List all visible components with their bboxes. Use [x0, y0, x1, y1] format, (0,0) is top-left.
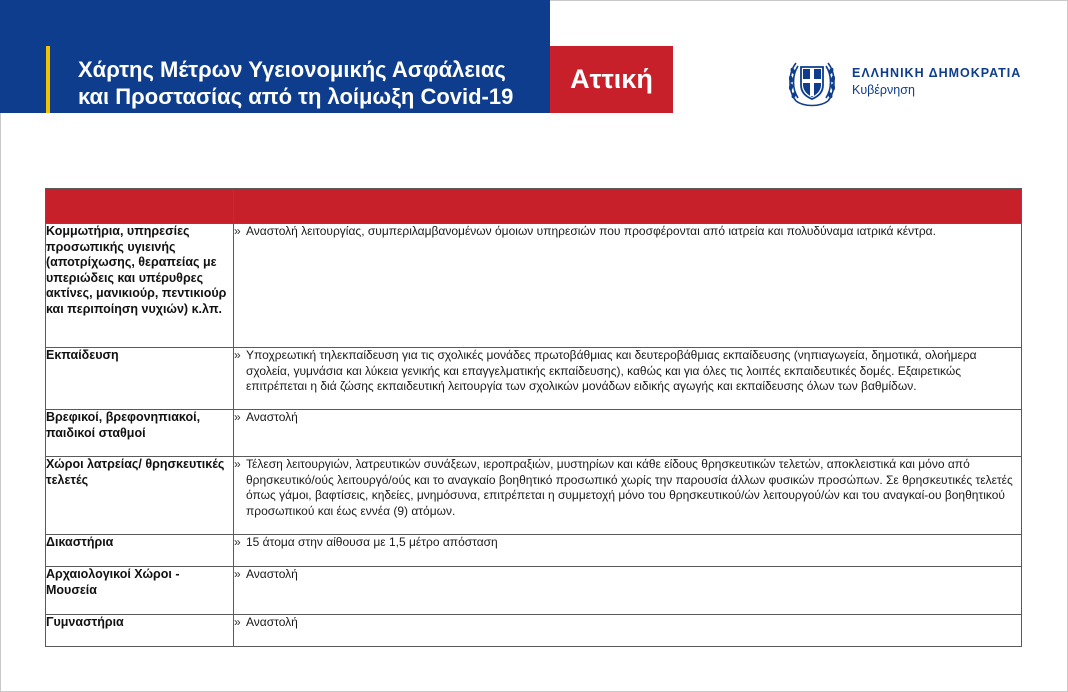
row-measure: [234, 348, 1022, 410]
title-line-1: Χάρτης Μέτρων Υγειονομικής Ασφάλειας: [78, 57, 506, 82]
row-category: Εκπαίδευση: [46, 348, 234, 410]
title-line-2: και Προστασίας από τη λοίμωξη Covid-19: [78, 84, 514, 109]
row-category: Δικαστήρια: [46, 535, 234, 567]
measure-text: Αναστολή: [246, 410, 298, 424]
bullet-icon: »: [234, 457, 241, 471]
row-category: Κομμωτήρια, υπηρεσίες προσωπικής υγιεινής (αποτρίχωσης, θεραπείας με υπεριώδεις και υπέρυθρες ακτίνες, μανικιούρ, πεντικιούρ και περιποίηση νυχιών) κ.λπ.: [46, 224, 234, 348]
measures-table: [45, 188, 1022, 647]
header-cell-measure: [234, 189, 1022, 224]
bullet-icon: »: [234, 535, 241, 549]
measure-text: Τέλεση λειτουργιών, λατρευτικών συνάξεων, ιεροπραξιών, μυστηρίων και κάθε είδους θρησκευτικών τελετών, αποκλειστικά και μόνο από θρησκευτικό/ούς λειτουργό/ούς και το αναγκαίο βοηθητικό προσωπικό χωρίς την παρουσία άλλων φυσικών προσώπων. Σε θρησκευτικές τελετές όπως γάμοι, βαφτίσεις, κηδείες, μνημόσυνα, επιτρέπεται η συμμετοχή μόνο του θρησκευτικού/ών λειτουργού/ών και του αναγκαί-ου βοηθητικού προσωπικού και έως εννέα (9) ατόμων.: [246, 457, 1013, 518]
row-measure: [234, 457, 1022, 535]
bullet-icon: »: [234, 348, 241, 362]
table-row: [46, 348, 1022, 410]
table-row: [46, 410, 1022, 457]
bullet-icon: »: [234, 615, 241, 629]
bullet-icon: »: [234, 567, 241, 581]
government-subtitle: Κυβέρνηση: [852, 83, 915, 97]
accent-stripe: [46, 46, 50, 113]
row-category: Βρεφικοί, βρεφονηπιακοί, παιδικοί σταθμοί: [46, 410, 234, 457]
table-row: [46, 615, 1022, 647]
government-name: ΕΛΛΗΝΙΚΗ ΔΗΜΟΚΡΑΤΙΑ: [852, 66, 1022, 80]
table-row: [46, 535, 1022, 567]
row-measure: [234, 224, 1022, 348]
measure-text: Υποχρεωτική τηλεκπαίδευση για τις σχολικές μονάδες πρωτοβάθμιας και δευτεροβάθμιας εκπαίδευσης (νηπιαγωγεία, δημοτικά, ολοήμερα σχολεία, γυμνάσια και λύκεια γενικής και επαγγελματικής εκπαίδευσης), καθώς και για όλες τις λοιπές εκπαιδευτικές δομές. Εξαιρετικώς επιτρέπεται η διά ζώσης εκπαιδευτική λειτουργία των σχολικών μονάδων ειδικής αγωγής και εκπαίδευσης όλων των βαθμίδων.: [246, 348, 977, 393]
row-measure: [234, 535, 1022, 567]
table-row: [46, 457, 1022, 535]
table-header-row: [46, 189, 1022, 224]
measure-text: Αναστολή: [246, 615, 298, 629]
row-measure: [234, 615, 1022, 647]
bullet-icon: »: [234, 410, 241, 424]
table-row: [46, 567, 1022, 615]
region-label: Αττική: [550, 46, 673, 113]
header-cell-category: [46, 189, 234, 224]
row-category: Χώροι λατρείας/ θρησκευτικές τελετές: [46, 457, 234, 535]
page-title: [78, 56, 548, 110]
row-category: Γυμναστήρια: [46, 615, 234, 647]
row-measure: [234, 410, 1022, 457]
bullet-icon: »: [234, 224, 241, 238]
greek-coat-of-arms-icon: [786, 55, 838, 109]
row-measure: [234, 567, 1022, 615]
measure-text: Αναστολή: [246, 567, 298, 581]
measure-text: Αναστολή λειτουργίας, συμπεριλαμβανομένων όμοιων υπηρεσιών που προσφέρονται από ιατρεία και πολυδύναμα ιατρικά κέντρα.: [246, 224, 936, 238]
measure-text: 15 άτομα στην αίθουσα με 1,5 μέτρο απόσταση: [246, 535, 498, 549]
table-row: [46, 224, 1022, 348]
row-category: Αρχαιολογικοί Χώροι - Μουσεία: [46, 567, 234, 615]
